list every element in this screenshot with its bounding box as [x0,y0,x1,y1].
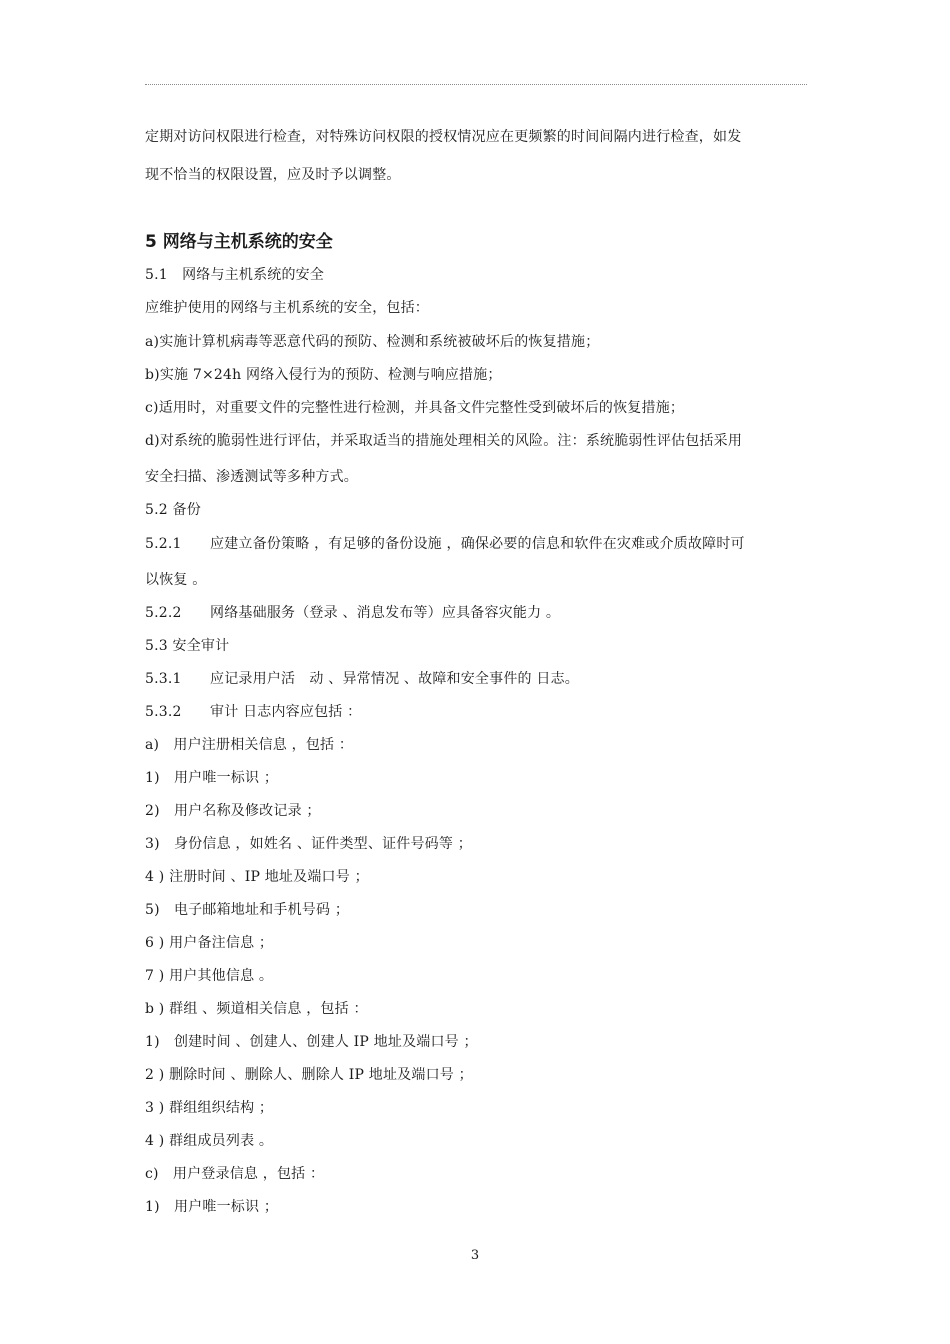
list-item-a: a)实施计算机病毒等恶意代码的预防、检测和系统被破坏后的恢复措施； [145,334,600,350]
clause-5-2-1-line-2: 以恢复 。 [145,572,207,588]
list-item: b ) 群组 、频道相关信息 ，包括 ： [145,1001,368,1017]
subsection-5-2-title: 5.2 备份 [145,502,201,518]
clause-5-2-2: 5.2.2 网络基础服务（登录 、消息发布等）应具备容灾能力 。 [145,605,561,621]
list-item: 7 ) 用户其他信息 。 [145,968,274,984]
list-item: 6 ) 用户备注信息 ； [145,935,274,951]
subsection-5-1-intro: 应维护使用的网络与主机系统的安全，包括： [145,300,429,316]
list-item: 5) 电子邮箱地址和手机号码 ； [145,902,350,918]
list-item: 1) 创建时间 、创建人、创建人 IP 地址及端口号 ； [145,1034,478,1050]
list-item: c) 用户登录信息 ，包括 ： [145,1166,325,1182]
intro-paragraph-line-2: 现不恰当的权限设置，应及时予以调整。 [145,167,401,183]
clause-5-2-1-line-1: 5.2.1 应建立备份策略 ，有足够的备份设施 ，确保必要的信息和软件在灾难或介质故障时可 [145,536,745,552]
clause-5-3-2: 5.3.2 审计 日志内容应包括 ： [145,704,362,720]
list-item: a) 用户注册相关信息 ，包括 ： [145,737,354,753]
section-5-heading: 5 网络与主机系统的安全 [145,232,333,252]
header-divider [145,84,807,85]
list-item: 4 ) 群组成员列表 。 [145,1133,274,1149]
list-item: 4 ) 注册时间 、IP 地址及端口号 ； [145,869,369,885]
list-item: 2 ) 删除时间 、删除人、删除人 IP 地址及端口号 ； [145,1067,473,1083]
list-item: 1) 用户唯一标识 ； [145,1199,279,1215]
list-item: 3) 身份信息 ，如姓名 、证件类型、证件号码等 ； [145,836,472,852]
list-item: 2) 用户名称及修改记录 ； [145,803,321,819]
page-number: 3 [470,1248,480,1263]
list-item: 3 ) 群组组织结构 ； [145,1100,274,1116]
intro-paragraph-line-1: 定期对访问权限进行检查，对特殊访问权限的授权情况应在更频繁的时间间隔内进行检查，如发 [145,129,742,145]
list-item: 1) 用户唯一标识 ； [145,770,279,786]
clause-5-3-1: 5.3.1 应记录用户活 动 、异常情况 、故障和安全事件的 日志。 [145,671,579,687]
list-item-c: c)适用时，对重要文件的完整性进行检测，并具备文件完整性受到破坏后的恢复措施； [145,400,685,416]
list-item-d-line-1: d)对系统的脆弱性进行评估，并采取适当的措施处理相关的风险。注：系统脆弱性评估包括采用 [145,433,743,449]
list-item-b: b)实施 7×24h 网络入侵行为的预防、检测与响应措施； [145,367,502,383]
subsection-5-1-title: 5.1 网络与主机系统的安全 [145,267,325,283]
list-item-d-line-2: 安全扫描、渗透测试等多种方式。 [145,469,358,485]
subsection-5-3-title: 5.3 安全审计 [145,638,230,654]
